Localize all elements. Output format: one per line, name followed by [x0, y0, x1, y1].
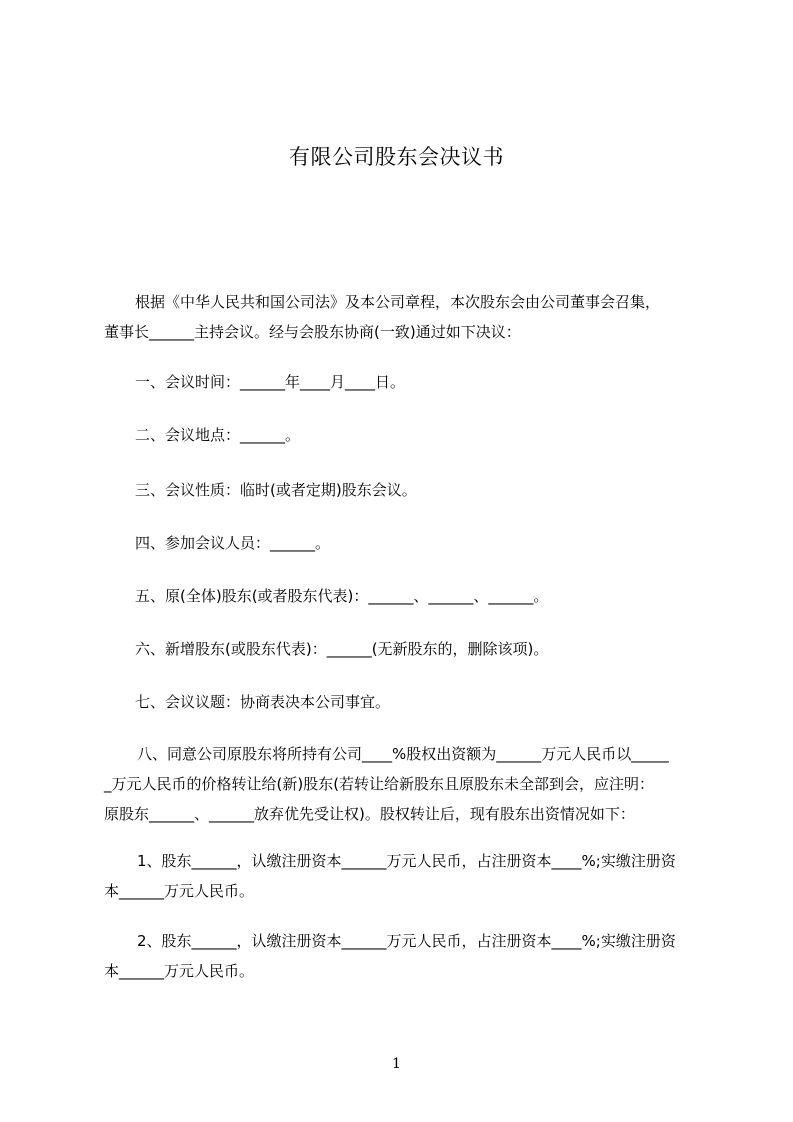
meeting-place-line: 二、会议地点：______。: [135, 426, 301, 444]
equity-transfer-line-1: 八、同意公司原股东将所持有公司____%股权出资额为______万元人民币以_____: [137, 745, 669, 763]
intro-paragraph: [104, 287, 716, 347]
meeting-topic-line: 七、会议议题：协商表决本公司事宜。: [135, 693, 391, 711]
resolution-item-8: [104, 739, 716, 829]
shareholder-2-line-2: 本______万元人民币。: [104, 962, 255, 980]
resolution-item-3: [104, 475, 716, 505]
shareholder-1-line-2: 本______万元人民币。: [104, 882, 255, 900]
shareholder-1-line-1: 1、股东______，认缴注册资本______万元人民币，占注册资本____%;实缴注册资: [137, 852, 676, 870]
meeting-nature-line: 三、会议性质：临时(或者定期)股东会议。: [135, 481, 417, 499]
meeting-time-line: 一、会议时间：______年____月____日。: [135, 373, 406, 391]
shareholder-2-line-1: 2、股东______，认缴注册资本______万元人民币，占注册资本____%;实缴注册资: [137, 932, 676, 950]
original-shareholders-line: 五、原(全体)股东(或者股东代表)：______、______、______。: [135, 587, 549, 605]
new-shareholders-line: 六、新增股东(或股东代表)：______(无新股东的，删除该项)。: [135, 640, 549, 658]
shareholder-1-entry: [104, 846, 716, 906]
resolution-item-7: [104, 687, 716, 717]
equity-transfer-line-2: _万元人民币的价格转让给(新)股东(若转让给新股东且原股东未全部到会，应注明：: [104, 775, 655, 793]
resolution-item-5: [104, 581, 716, 611]
document-title: 有限公司股东会决议书: [289, 145, 504, 169]
intro-line-2: 董事长______主持会议。经与会股东协商(一致)通过如下决议：: [104, 323, 521, 341]
resolution-item-4: [104, 528, 716, 558]
resolution-item-1: [104, 367, 716, 397]
page-number: 1: [392, 1056, 401, 1072]
attendees-line: 四、参加会议人员：______。: [135, 534, 331, 552]
equity-transfer-line-3: 原股东______、______放弃优先受让权)。股权转让后，现有股东出资情况如下：: [104, 805, 635, 823]
intro-line-1: 根据《中华人民共和国公司法》及本公司章程，本次股东会由公司董事会召集，: [135, 293, 661, 311]
resolution-item-2: [104, 420, 716, 450]
resolution-item-6: [104, 634, 716, 664]
shareholder-2-entry: [104, 926, 716, 986]
